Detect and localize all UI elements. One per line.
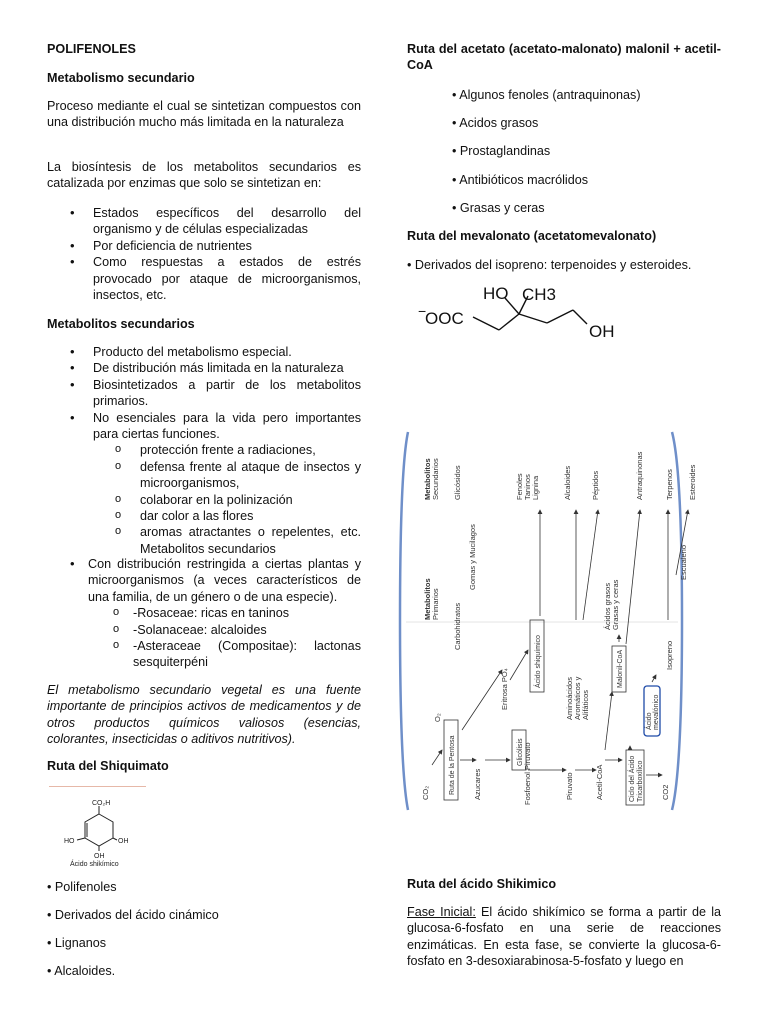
divider — [49, 786, 146, 787]
label-gomas: Gomas y Mucilagos — [468, 524, 477, 590]
label-grasas: Grasas y ceras — [611, 579, 620, 630]
list-item: • Estados específicos del desarrollo del organismo y de células especializadas — [47, 205, 361, 238]
label-escualeno: Escualeno — [679, 544, 688, 580]
section-heading-acetato: Ruta del acetato (acetato-malonato) malonil + acetil-CoA — [407, 42, 721, 73]
list-item: • Biosintetizados a partir de los metabolitos primarios. — [47, 377, 361, 410]
label-secondary: Secundarios — [431, 458, 440, 500]
label-acido-mevalonico: Ácido — [646, 712, 653, 730]
pathway-diagram — [400, 430, 697, 812]
label-taninos: Taninos — [523, 474, 532, 500]
list-item: • Por deficiencia de nutrientes — [47, 238, 361, 254]
structure-caption: Ácido shikímico — [70, 861, 119, 868]
structure-label: OOC — [425, 309, 464, 328]
list-item: • Como respuestas a estados de estrés provocado por ataque de microorganismos, insectos, etc. — [47, 254, 361, 303]
fase-inicial-text: El ácido shikímico se forma a partir de la glucosa-6-fosfato en una serie de reacciones enzimáticas. En esta fase, se convierte la glucosa-6-fosfato en 3-desoxiarabinosa-5-fosfato y luego en — [407, 905, 722, 969]
label-glicolisis: Glicólisis — [517, 738, 524, 766]
mevalonate-structure-icon — [415, 276, 625, 346]
label-acidos-grasos: Ácidos grasos — [603, 582, 612, 630]
label-glicosidos: Glicósidos — [453, 465, 462, 500]
list-item: • Antibióticos macrólidos — [452, 173, 589, 187]
label-piruvato: Piruvato — [565, 772, 574, 800]
label-lignina: Lignina — [531, 475, 540, 500]
label-ruta-pentosa: Ruta de la Pentosa — [449, 735, 456, 795]
label-acetil: Acetil-CoA — [595, 764, 604, 800]
list-item: • Derivados del ácido cinámico — [47, 908, 219, 922]
section-heading-metabolismo: Metabolismo secundario — [47, 71, 195, 85]
label-esteroides: Esteroides — [688, 464, 697, 500]
list-item: • Alcaloides. — [47, 964, 116, 978]
page-title: POLIFENOLES — [47, 42, 136, 56]
sub-list-item: o -Solanaceae: alcaloides — [47, 622, 361, 638]
sub-list-item: o protección frente a radiaciones, — [47, 442, 361, 458]
structure-label: OH — [118, 838, 129, 845]
paragraph-biosintesis: La biosíntesis de los metabolitos secundarios es catalizada por enzimas que solo se sintetizan en: — [47, 160, 361, 191]
label-fenoles: Fenoles — [515, 473, 524, 500]
structure-label: − — [418, 303, 427, 319]
list-metabolitos — [47, 344, 361, 557]
sub-list-item: o colaborar en la polinización — [47, 492, 361, 508]
label-peptidos: Péptidos — [591, 470, 600, 500]
label-primary: Primarios — [431, 588, 440, 620]
sub-list-item: o dar color a las flores — [47, 508, 361, 524]
italic-paragraph: El metabolismo secundario vegetal es una fuente importante de principios activos de medicamentos y de otros productos químicos valiosos (esencias, colorantes, insecticidas o aditivos nutritivos). — [47, 683, 361, 747]
shikimic-acid-structure-icon — [59, 796, 139, 866]
list-item: • Acidos grasos — [452, 116, 539, 130]
list-item: • Derivados del isopreno: terpenoides y esteroides. — [407, 258, 692, 272]
label-aminoacidos: Alifáticos — [581, 689, 590, 720]
section-heading-shiquimato: Ruta del Shiquimato — [47, 759, 169, 773]
label-o2: O₂ — [433, 713, 442, 722]
paragraph-definition: Proceso mediante el cual se sintetizan compuestos con una distribución mucho más limitada en la naturaleza — [47, 99, 361, 130]
label-co2-right: CO2 — [661, 784, 670, 800]
label-acido-shiquimico: Ácido shiquímico — [535, 635, 542, 688]
label-isopreno: Isopreno — [665, 640, 674, 670]
sub-list-item: o -Rosaceae: ricas en taninos — [47, 605, 361, 621]
structure-label: OH — [94, 853, 105, 860]
sub-list-item: o defensa frente al ataque de insectos y microorganismos, — [47, 459, 361, 492]
structure-label: CH3 — [522, 285, 557, 304]
diagram-border — [400, 432, 408, 810]
label-fosfoenol: Fosfoenol Piruvato — [523, 742, 532, 805]
label-carbohidratos: Carbohidratos — [453, 602, 462, 650]
list-item: • Lignanos — [47, 936, 107, 950]
list-item: • Prostaglandinas — [452, 144, 551, 158]
list-item: • Grasas y ceras — [452, 201, 545, 215]
label-alcaloides: Alcaloides — [563, 465, 572, 500]
label-azucares: Azucares — [473, 768, 482, 800]
label-primary: Metabolitos — [423, 578, 432, 620]
label-antraquinonas: Antraquinonas — [635, 451, 644, 500]
structure-label: CO₂H — [92, 800, 111, 807]
label-acido-mevalonico: mevalónico — [653, 694, 660, 730]
section-heading-metabolitos: Metabolitos secundarios — [47, 317, 195, 331]
fase-inicial-label: Fase Inicial: — [407, 905, 476, 919]
section-heading-shikimico: Ruta del ácido Shikimico — [407, 877, 557, 891]
label-malonil: Malonil-CoA — [617, 649, 624, 688]
label-terpenos: Terpenos — [665, 469, 674, 500]
list-item: • Polifenoles — [47, 880, 117, 894]
paragraph-fase-inicial — [407, 904, 721, 970]
sub-list-item: o aromas atractantes o repelentes, etc. Metabolitos secundarios — [47, 524, 361, 557]
list-item: • Algunos fenoles (antraquinonas) — [452, 88, 641, 102]
label-aminoacidos: Aminoácidos — [565, 677, 574, 720]
sub-list-item: o -Asteraceae (Compositae): lactonas sesquiterpéni — [47, 638, 361, 671]
label-ciclo: Tricarboxílico — [637, 760, 644, 802]
list-item: • No esenciales para la vida pero importantes para ciertas funciones. — [47, 410, 361, 443]
list-enzymes — [47, 205, 361, 303]
list-distribucion — [47, 556, 361, 671]
label-aminoacidos: Aromáticos y — [573, 676, 582, 720]
label-co2: CO₂ — [421, 785, 430, 800]
list-item: • Producto del metabolismo especial. — [47, 344, 361, 360]
list-item: • Con distribución restringida a ciertas plantas y microorganismos (a veces característicos de una familia, de un género o de una especie). — [47, 556, 361, 605]
label-ciclo: Ciclo del Ácido — [629, 755, 636, 802]
label-eritrosa: Eritrosa PO₄ — [500, 668, 509, 710]
structure-label: HO — [483, 284, 509, 303]
list-item: • De distribución más limitada en la naturaleza — [47, 360, 361, 376]
structure-label: HO — [64, 838, 75, 845]
section-heading-mevalonato: Ruta del mevalonato (acetatomevalonato) — [407, 229, 657, 243]
structure-label: OH — [589, 322, 615, 341]
label-secondary: Metabolitos — [423, 458, 432, 500]
